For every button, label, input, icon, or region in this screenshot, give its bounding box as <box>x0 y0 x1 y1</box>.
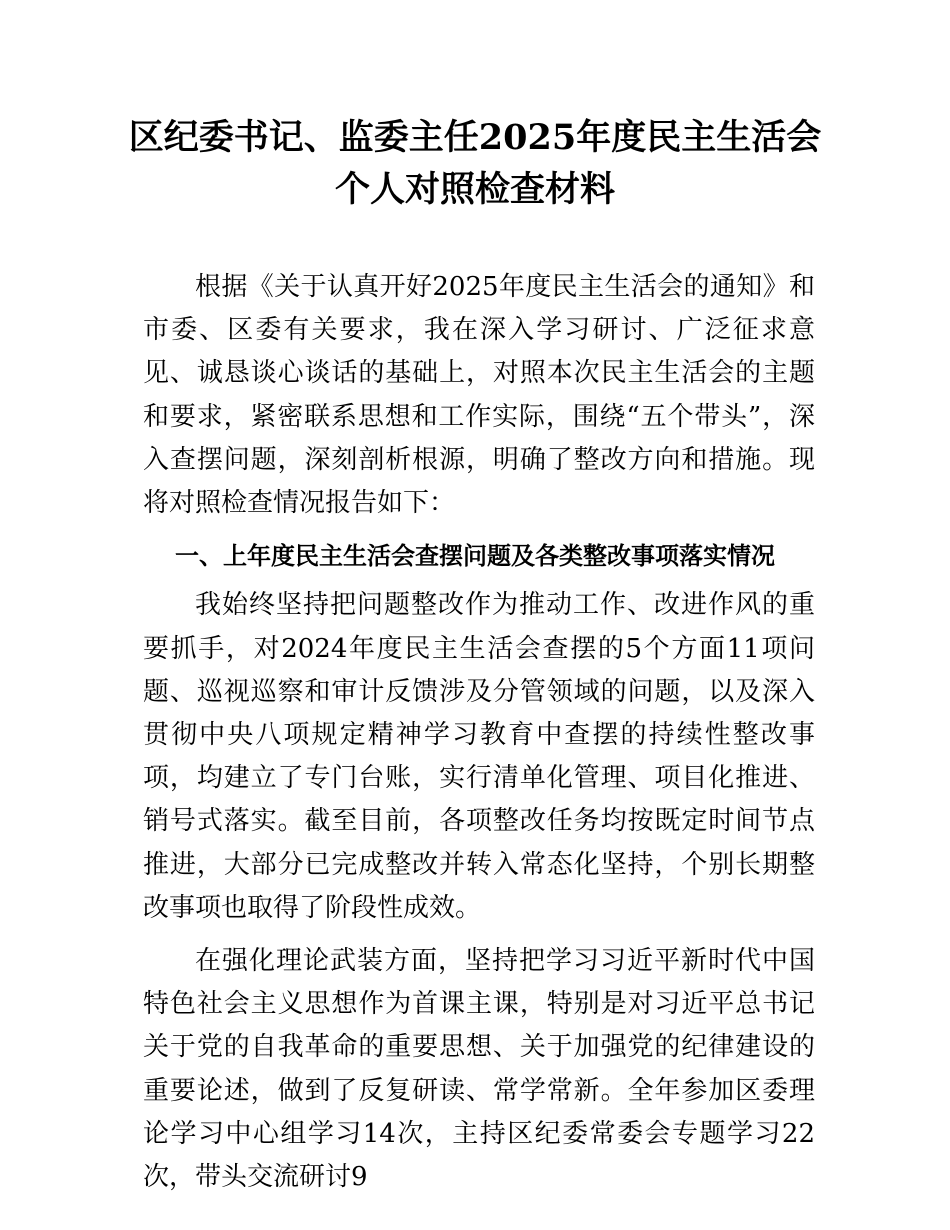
paragraph-spacer <box>143 930 815 940</box>
title-line-2: 个人对照检查材料 <box>334 169 615 210</box>
section-1-paragraph-2: 在强化理论武装方面，坚持把学习习近平新时代中国特色社会主义思想作为首课主课，特别是对习近平总书记关于党的自我革命的重要思想、关于加强党的纪律建设的重要论述，做到了反复研读、常学常新。全年参加区委理论学习中心组学习14次，主持区纪委常委会专题学习22次，带头交流研讨9 <box>143 946 815 1193</box>
title-line-1: 区纪委书记、监委主任2025年度民主生活会 <box>128 117 822 158</box>
section-1-paragraph-1: 我始终坚持把问题整改作为推动工作、改进作风的重要抓手，对2024年度民主生活会查摆的5个方面11项问题、巡视巡察和审计反馈涉及分管领域的问题，以及深入贯彻中央八项规定精神学习教育中查摆的持续性整改事项，均建立了专门台账，实行清单化管理、项目化推进、销号式落实。截至目前，各项整改任务均按既定时间节点推进，大部分已完成整改并转入常态化坚持，个别长期整改事项也取得了阶段性成效。 <box>143 590 815 923</box>
document-body <box>143 266 815 1199</box>
intro-paragraph: 根据《关于认真开好2025年度民主生活会的通知》和市委、区委有关要求，我在深入学习研讨、广泛征求意见、诚恳谈心谈话的基础上，对照本次民主生活会的主题和要求，紧密联系思想和工作实际，围绕“五个带头”，深入查摆问题，深刻剖析根源，明确了整改方向和措施。现将对照检查情况报告如下： <box>143 272 815 519</box>
section-heading-1: 一、上年度民主生活会查摆问题及各类整改事项落实情况 <box>175 542 775 571</box>
document-title <box>100 112 850 216</box>
